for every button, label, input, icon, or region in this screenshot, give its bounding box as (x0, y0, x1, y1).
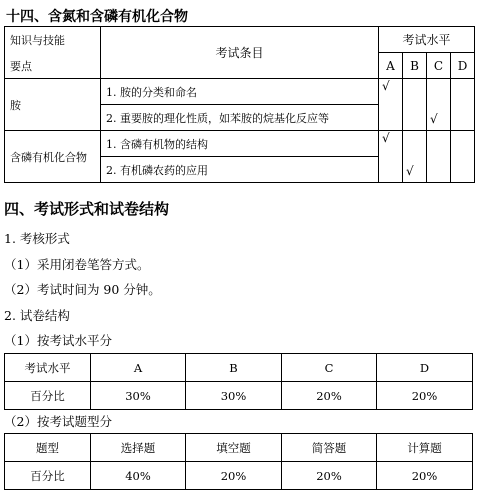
table-row (5, 382, 473, 410)
exam-form-heading: 1. 考核形式 (4, 231, 70, 246)
by-level-heading: （1）按考试水平分 (4, 333, 112, 348)
table-cell: 百分比 (5, 462, 91, 490)
table-header-row (5, 354, 473, 382)
paper-structure-heading: 2. 试卷结构 (4, 308, 70, 323)
question-type-table (4, 433, 473, 490)
topic-phosphorus: 含磷有机化合物 (5, 131, 101, 183)
table-cell: 简答题 (282, 434, 377, 462)
header-knowledge (5, 27, 101, 79)
table-cell: 填空题 (186, 434, 282, 462)
check-amine-1-a: √ (379, 79, 403, 131)
table-header-row (5, 434, 473, 462)
table-cell: 20% (377, 382, 473, 410)
by-type-heading: （2）按考试题型分 (4, 414, 112, 429)
header-knowledge-line1: 知识与技能 (10, 33, 65, 47)
table-cell: 20% (282, 382, 377, 410)
item-phosphorus-1: 1. 含磷有机物的结构 (101, 131, 379, 157)
item-amine-2: 2. 重要胺的理化性质，如苯胺的烷基化反应等 (101, 105, 379, 131)
header-knowledge-line2: 要点 (10, 59, 32, 73)
table-cell: C (282, 354, 377, 382)
exam-form-item-1: （1）采用闭卷笔答方式。 (4, 257, 150, 272)
table-cell: D (377, 354, 473, 382)
table-cell: 计算题 (377, 434, 473, 462)
topic-amine: 胺 (5, 79, 101, 131)
table-cell: 20% (282, 462, 377, 490)
section-4-title: 四、考试形式和试卷结构 (4, 200, 170, 218)
exam-items-table (4, 26, 475, 183)
table-cell: 考试水平 (5, 354, 91, 382)
table-cell: B (186, 354, 282, 382)
item-phosphorus-2: 2. 有机磷农药的应用 (101, 157, 379, 183)
empty-cell (451, 79, 475, 131)
exam-form-item-2: （2）考试时间为 90 分钟。 (4, 282, 161, 297)
section-14-title: 十四、含氮和含磷有机化合物 (6, 9, 188, 25)
level-b: B (403, 53, 427, 79)
level-distribution-table (4, 353, 473, 410)
table-cell: 20% (377, 462, 473, 490)
table-cell: 30% (186, 382, 282, 410)
table-cell: 百分比 (5, 382, 91, 410)
table-cell: A (91, 354, 186, 382)
empty-cell (427, 131, 451, 183)
table-cell: 20% (186, 462, 282, 490)
header-items: 考试条目 (101, 27, 379, 79)
level-a: A (379, 53, 403, 79)
table-row (5, 462, 473, 490)
table-header-row (5, 27, 475, 53)
table-cell: 30% (91, 382, 186, 410)
check-phosphorus-2-b: √ (403, 131, 427, 183)
level-d: D (451, 53, 475, 79)
table-row (5, 79, 475, 105)
level-c: C (427, 53, 451, 79)
empty-cell (451, 131, 475, 183)
table-cell: 40% (91, 462, 186, 490)
item-amine-1: 1. 胺的分类和命名 (101, 79, 379, 105)
table-cell: 题型 (5, 434, 91, 462)
check-amine-2-c: √ (427, 79, 451, 131)
table-row (5, 131, 475, 157)
header-level: 考试水平 (379, 27, 475, 53)
empty-cell (403, 79, 427, 131)
table-cell: 选择题 (91, 434, 186, 462)
check-phosphorus-1-a: √ (379, 131, 403, 183)
